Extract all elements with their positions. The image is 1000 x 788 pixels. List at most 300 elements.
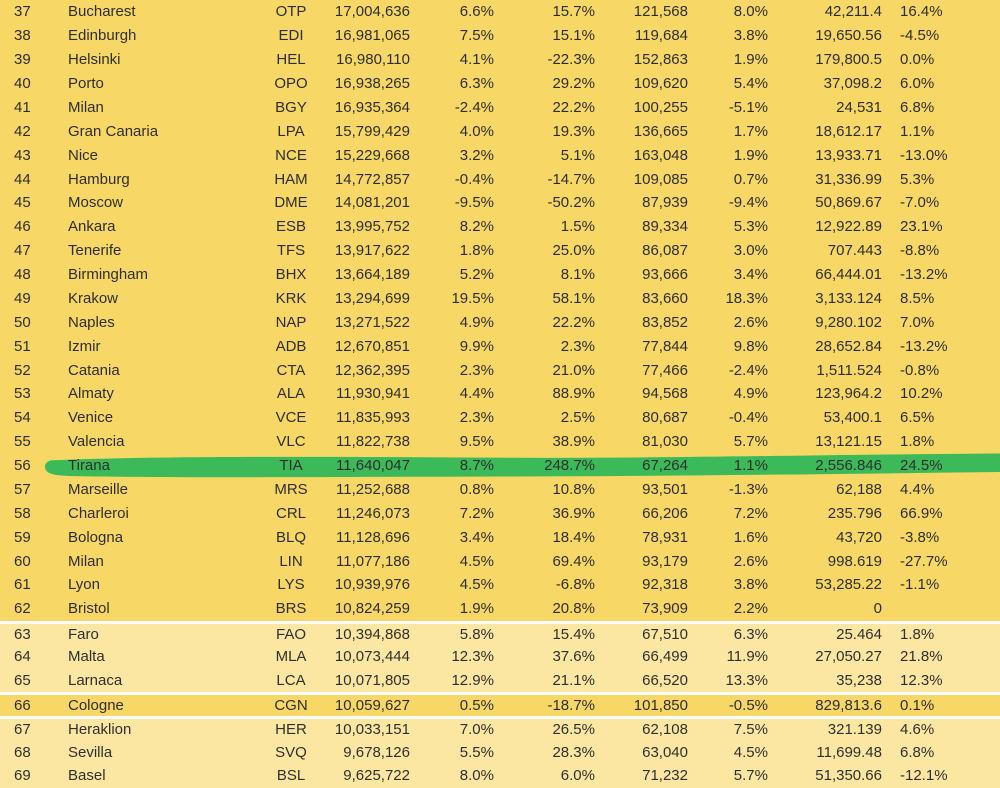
table-row [0,334,1000,358]
cell-airport-code: MRS [274,480,308,498]
cell-num-3: 51,350.66 [815,767,882,785]
cell-num-3: 53,285.22 [815,576,882,594]
cell-passengers: 16,981,065 [334,27,410,45]
table-row [0,215,1000,239]
cell-rank: 54 [14,409,31,427]
cell-num-3: 13,121.15 [815,433,882,451]
cell-num-2: 67,264 [642,457,688,475]
cell-rank: 66 [14,697,31,715]
cell-pct-2: 28.3% [552,743,595,761]
cell-pct-1: 1.8% [459,242,494,260]
cell-passengers: 11,640,047 [336,457,410,475]
cell-pct-4: 4.6% [900,721,935,739]
cell-num-2: 119,684 [634,27,688,45]
cell-num-2: 100,255 [633,98,688,116]
cell-city: Marseille [68,480,129,498]
cell-pct-3: 5.7% [733,433,768,451]
cell-pct-3: 9.8% [733,337,768,355]
cell-passengers: 11,835,993 [336,409,410,427]
cell-rank: 64 [14,648,31,666]
cell-num-3: 66,444.01 [815,266,882,284]
cell-rank: 59 [14,528,31,546]
cell-pct-2: -50.2% [547,194,595,212]
cell-rank: 69 [14,767,31,785]
cell-num-2: 62,108 [642,721,688,739]
cell-pct-4: 21.8% [900,648,943,666]
table-row [0,96,1000,120]
cell-pct-3: 13.3% [725,671,768,689]
cell-pct-1: 4.5% [459,576,494,594]
cell-city: Malta [68,648,105,666]
cell-pct-3: 1.9% [733,51,768,69]
cell-num-3: 25.464 [836,625,882,643]
cell-num-2: 66,206 [642,504,688,522]
cell-num-2: 92,318 [642,576,688,594]
cell-pct-1: 3.2% [459,146,494,164]
cell-airport-code: MLA [275,648,307,666]
table-row [0,24,1000,48]
cell-num-2: 77,844 [642,337,688,355]
cell-pct-4: -13.0% [900,146,948,164]
cell-airport-code: LYS [277,576,305,594]
cell-num-3: 13,933.71 [815,146,882,164]
cell-airport-code: ALA [276,385,306,403]
cell-rank: 47 [14,242,31,260]
cell-pct-3: -0.4% [728,409,768,427]
cell-pct-4: 5.3% [900,170,935,188]
cell-rank: 41 [14,98,31,116]
cell-pct-3: 11.9% [726,648,768,666]
cell-airport-code: DME [274,194,308,212]
cell-passengers: 13,294,699 [334,289,410,307]
cell-airport-code: CTA [276,361,306,379]
cell-rank: 40 [14,75,31,93]
cell-pct-1: 4.1% [459,51,494,69]
cell-num-2: 163,048 [633,146,688,164]
cell-rank: 65 [14,671,31,689]
cell-rank: 56 [14,457,31,475]
cell-pct-2: 58.1% [552,289,595,307]
cell-pct-3: 6.3% [733,625,768,643]
cell-pct-4: 16.4% [900,3,943,21]
cell-passengers: 14,081,201 [334,194,410,212]
cell-pct-3: -9.4% [728,194,768,212]
cell-city: Cologne [68,697,124,715]
cell-pct-2: 8.1% [560,266,595,284]
cell-passengers: 10,071,805 [334,671,410,689]
cell-pct-2: 25.0% [552,242,595,260]
table-row [0,72,1000,96]
cell-pct-1: 8.7% [459,457,494,475]
cell-num-3: 11,699.48 [816,743,882,761]
cell-pct-2: -6.8% [555,576,595,594]
cell-pct-1: 7.5% [459,27,494,45]
cell-pct-4: 24.5% [900,457,943,475]
cell-city: Bucharest [68,3,136,21]
cell-passengers: 15,229,668 [334,146,410,164]
cell-pct-3: -1.3% [728,480,768,498]
cell-pct-4: -4.5% [900,27,940,45]
table-row [0,740,1000,764]
cell-num-3: 28,652.84 [815,337,882,355]
table-row [0,573,1000,597]
cell-rank: 45 [14,194,31,212]
cell-airport-code: VCE [275,409,307,427]
cell-airport-code: HER [275,721,307,739]
cell-pct-2: 248.7% [544,457,595,475]
cell-airport-code: ADB [275,337,307,355]
cell-passengers: 9,678,126 [343,743,410,761]
cell-city: Helsinki [68,51,121,69]
cell-pct-4: 6.8% [900,98,935,116]
cell-city: Venice [68,409,114,427]
cell-pct-3: 2.2% [733,600,768,618]
cell-num-2: 136,665 [633,122,688,140]
cell-num-3: 53,400.1 [823,409,882,427]
cell-city: Milan [68,98,104,116]
cell-city: Naples [68,313,115,331]
table-row [0,382,1000,406]
cell-pct-2: 15.1% [552,27,595,45]
cell-num-2: 86,087 [642,242,688,260]
cell-pct-3: 3.8% [733,27,768,45]
cell-passengers: 10,073,444 [334,648,410,666]
cell-pct-3: 5.3% [733,218,768,236]
cell-pct-4: 66.9% [900,504,943,522]
cell-rank: 42 [14,122,31,140]
cell-pct-2: 1.5% [560,218,595,236]
cell-pct-4: 6.0% [900,75,935,93]
cell-pct-2: -14.7% [547,170,595,188]
cell-city: Lyon [68,576,100,594]
table-row [0,669,1000,693]
cell-pct-2: 15.4% [552,625,595,643]
cell-pct-1: 9.9% [459,337,494,355]
cell-num-2: 152,863 [633,51,688,69]
cell-passengers: 10,033,151 [334,721,410,739]
cell-pct-3: 8.0% [733,3,768,21]
cell-pct-2: 2.5% [560,409,595,427]
cell-num-3: 2,556.846 [815,457,882,475]
cell-pct-3: 3.4% [733,266,768,284]
cell-pct-1: 12.9% [451,671,494,689]
cell-pct-2: 22.2% [552,98,595,116]
cell-num-3: 321.139 [827,721,882,739]
cell-num-3: 0 [873,600,882,618]
cell-passengers: 14,772,857 [334,170,410,188]
cell-pct-4: 8.5% [900,289,935,307]
cell-num-3: 31,336.99 [815,170,882,188]
table-row [0,478,1000,502]
cell-num-3: 35,238 [836,671,882,689]
cell-airport-code: KRK [275,289,307,307]
cell-passengers: 10,059,627 [334,697,410,715]
cell-pct-1: 6.3% [459,75,494,93]
cell-passengers: 15,799,429 [334,122,410,140]
cell-airport-code: BLQ [275,528,306,546]
cell-pct-2: 21.1% [552,671,595,689]
cell-num-3: 50,869.67 [815,194,882,212]
cell-airport-code: FAO [275,625,306,643]
cell-num-3: 179,800.5 [815,51,882,69]
cell-passengers: 10,939,976 [334,576,410,594]
cell-pct-1: 6.6% [459,3,494,21]
table-row [0,191,1000,215]
cell-passengers: 11,128,696 [336,528,410,546]
cell-pct-1: 1.9% [459,600,494,618]
cell-airport-code: CRL [275,504,306,522]
cell-pct-2: 29.2% [552,75,595,93]
cell-city: Izmir [68,337,101,355]
cell-airport-code: OPO [274,75,308,93]
cell-rank: 57 [14,480,31,498]
cell-airport-code: TFS [276,242,306,260]
cell-city: Charleroi [68,504,129,522]
cell-pct-2: 36.9% [552,504,595,522]
cell-city: Valencia [68,433,125,451]
cell-pct-2: 21.0% [552,361,595,379]
cell-city: Tirana [68,457,110,475]
cell-pct-3: 2.6% [733,552,768,570]
cell-pct-4: -27.7% [900,552,948,570]
cell-airport-code: SVQ [275,743,307,761]
cell-pct-4: 0.0% [900,51,935,69]
cell-pct-2: 26.5% [552,721,595,739]
cell-airport-code: HEL [276,51,306,69]
cell-pct-3: 7.5% [733,721,768,739]
table-row [0,263,1000,287]
cell-pct-3: 1.9% [733,146,768,164]
cell-city: Catania [68,361,120,379]
cell-pct-1: 7.0% [459,721,494,739]
table-row [0,0,1000,24]
cell-city: Edinburgh [68,27,137,45]
cell-city: Almaty [68,385,114,403]
cell-pct-4: -13.2% [900,337,948,355]
cell-num-2: 87,939 [642,194,688,212]
cell-passengers: 11,077,186 [336,552,410,570]
cell-airport-code: BSL [276,767,306,785]
table-row [0,48,1000,72]
cell-pct-1: 4.5% [459,552,494,570]
cell-passengers: 11,246,073 [336,504,410,522]
cell-pct-3: 4.9% [733,385,768,403]
cell-num-3: 37,098.2 [823,75,882,93]
cell-rank: 38 [14,27,31,45]
cell-pct-4: 12.3% [900,671,943,689]
table-row [0,692,1000,716]
cell-pct-1: 12.3% [451,648,494,666]
cell-rank: 46 [14,218,31,236]
cell-pct-3: -0.5% [728,697,768,715]
cell-num-2: 77,466 [642,361,688,379]
cell-num-3: 18,612.17 [815,122,882,140]
cell-pct-2: 88.9% [552,385,595,403]
cell-pct-3: 3.8% [733,576,768,594]
cell-pct-4: -12.1% [900,767,948,785]
cell-city: Heraklion [68,721,132,739]
cell-num-2: 80,687 [642,409,688,427]
cell-airport-code: LPA [277,122,305,140]
cell-num-3: 27,050.27 [815,648,882,666]
cell-passengers: 10,394,868 [334,625,410,643]
cell-airport-code: OTP [275,3,307,21]
cell-num-2: 93,179 [642,552,688,570]
cell-rank: 63 [14,625,31,643]
cell-city: Gran Canaria [68,122,159,140]
cell-pct-4: 10.2% [900,385,943,403]
cell-airport-code: EDI [278,27,304,45]
cell-pct-4: 1.1% [900,122,935,140]
cell-num-3: 829,813.6 [815,697,882,715]
cell-rank: 62 [14,600,31,618]
cell-pct-1: 7.2% [459,504,494,522]
cell-city: Bologna [68,528,124,546]
cell-num-2: 81,030 [642,433,688,451]
cell-num-2: 63,040 [642,743,688,761]
cell-num-2: 78,931 [642,528,688,546]
cell-num-2: 93,501 [642,480,688,498]
table-row [0,597,1000,621]
cell-pct-3: -2.4% [728,361,768,379]
cell-rank: 43 [14,146,31,164]
table-row [0,143,1000,167]
cell-pct-4: 6.5% [900,409,935,427]
cell-num-3: 62,188 [836,480,882,498]
cell-num-2: 89,334 [642,218,688,236]
cell-city: Faro [68,625,99,643]
cell-pct-4: 7.0% [900,313,935,331]
cell-airport-code: LCA [276,671,306,689]
table-row [0,764,1000,788]
cell-rank: 67 [14,721,31,739]
cell-pct-2: 69.4% [552,552,595,570]
cell-rank: 52 [14,361,31,379]
cell-passengers: 10,824,259 [334,600,410,618]
cell-pct-1: -2.4% [454,98,494,116]
cell-num-3: 1,511.524 [816,361,882,379]
cell-pct-2: 10.8% [552,480,595,498]
table-row [0,621,1000,645]
cell-num-3: 3,133.124 [815,289,882,307]
cell-num-3: 19,650.56 [815,27,882,45]
cell-pct-1: -9.5% [454,194,494,212]
cell-pct-4: 0.1% [900,697,935,715]
cell-pct-1: 8.2% [459,218,494,236]
cell-rank: 55 [14,433,31,451]
cell-city: Birmingham [68,266,149,284]
cell-city: Krakow [68,289,119,307]
cell-passengers: 9,625,722 [343,767,410,785]
table-row [0,358,1000,382]
table-row [0,239,1000,263]
cell-pct-2: 20.8% [552,600,595,618]
cell-passengers: 12,670,851 [334,337,410,355]
cell-num-2: 109,085 [633,170,688,188]
cell-pct-4: 6.8% [900,743,935,761]
cell-pct-3: 7.2% [733,504,768,522]
cell-airport-code: TIA [279,457,303,475]
cell-num-2: 121,568 [633,3,688,21]
cell-pct-4: -3.8% [900,528,940,546]
cell-pct-4: 1.8% [900,625,935,643]
cell-pct-1: 5.5% [459,743,494,761]
cell-pct-1: 0.5% [459,697,494,715]
cell-pct-3: 1.7% [733,122,768,140]
cell-city: Basel [68,767,106,785]
cell-passengers: 13,917,622 [334,242,410,260]
cell-num-2: 94,568 [642,385,688,403]
cell-passengers: 16,980,110 [336,51,410,69]
cell-pct-1: 8.0% [459,767,494,785]
cell-rank: 60 [14,552,31,570]
cell-passengers: 13,995,752 [334,218,410,236]
cell-passengers: 13,664,189 [334,266,410,284]
cell-city: Milan [68,552,104,570]
cell-num-2: 83,660 [642,289,688,307]
cell-num-3: 42,211.4 [824,3,882,21]
cell-pct-3: 3.0% [733,242,768,260]
cell-airport-code: HAM [274,170,308,188]
cell-pct-2: 38.9% [552,433,595,451]
cell-pct-1: 19.5% [451,289,494,307]
cell-rank: 58 [14,504,31,522]
cell-pct-4: 4.4% [900,480,935,498]
cell-pct-3: 1.1% [733,457,768,475]
table-row [0,287,1000,311]
cell-pct-2: -22.3% [547,51,595,69]
cell-pct-1: 3.4% [459,528,494,546]
cell-num-3: 235.796 [827,504,882,522]
cell-pct-3: 2.6% [733,313,768,331]
cell-city: Hamburg [68,170,130,188]
cell-num-2: 71,232 [642,767,688,785]
cell-pct-3: -5.1% [728,98,768,116]
cell-airport-code: NAP [275,313,307,331]
cell-num-2: 66,520 [642,671,688,689]
cell-city: Larnaca [68,671,123,689]
cell-pct-3: 5.7% [733,767,768,785]
table-row [0,645,1000,669]
cell-num-2: 109,620 [633,75,688,93]
cell-pct-1: 4.0% [459,122,494,140]
cell-pct-2: -18.7% [547,697,595,715]
table-row [0,525,1000,549]
cell-rank: 37 [14,3,31,21]
cell-pct-2: 6.0% [560,767,595,785]
cell-pct-1: 5.8% [459,625,494,643]
cell-rank: 44 [14,170,31,188]
table-row [0,119,1000,143]
cell-num-2: 73,909 [642,600,688,618]
table-row [0,167,1000,191]
cell-num-3: 24,531 [836,98,882,116]
cell-num-3: 707.443 [827,242,882,260]
cell-pct-2: 18.4% [552,528,595,546]
cell-num-2: 83,852 [642,313,688,331]
cell-pct-4: 1.8% [900,433,935,451]
cell-pct-1: 4.4% [459,385,494,403]
cell-pct-3: 5.4% [733,75,768,93]
cell-num-2: 66,499 [642,648,688,666]
cell-num-2: 101,850 [633,697,688,715]
cell-passengers: 13,271,522 [334,313,410,331]
cell-pct-4: -8.8% [900,242,940,260]
cell-airport-code: ESB [275,218,306,236]
table-row-highlighted [0,454,1000,478]
cell-pct-1: 0.8% [459,480,494,498]
cell-city: Ankara [68,218,116,236]
